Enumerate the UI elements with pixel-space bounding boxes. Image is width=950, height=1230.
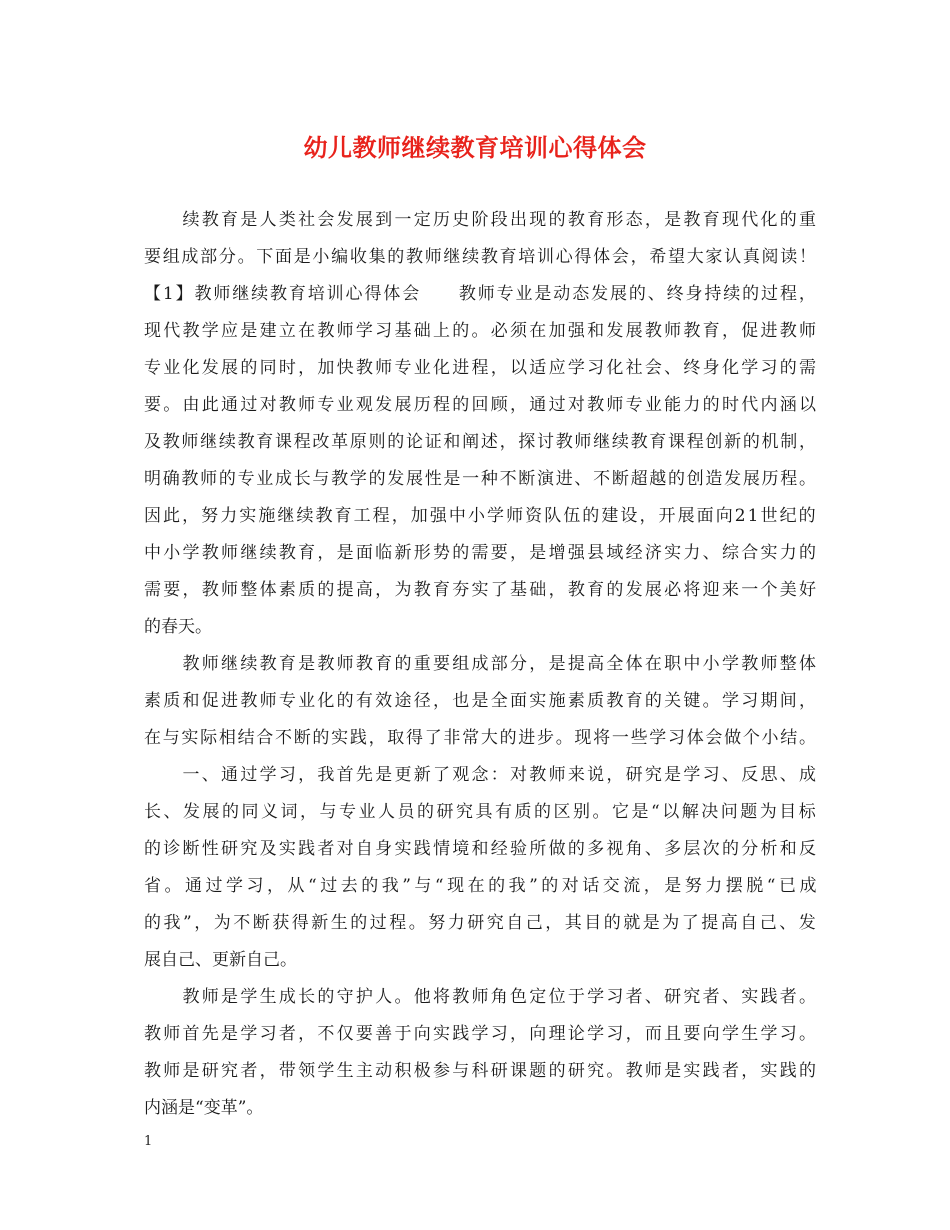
text-line: 明确教师的专业成长与教学的发展性是一种不断演进、不断超越的创造发展历程。: [144, 469, 818, 489]
text-line: 的我”，为不断获得新生的过程。努力研究自己，其目的就是为了提高自己、发: [144, 913, 819, 933]
text-line: 教师是研究者，带领学生主动积极参与科研课题的研究。教师是实践者，实践的: [144, 1061, 819, 1081]
page-number: 1: [144, 1134, 153, 1149]
text-line: 【1】教师继续教育培训心得体会 教师专业是动态发展的、终身持续的过程，: [144, 284, 818, 304]
text-line: 教师继续教育是教师教育的重要组成部分，是提高全体在职中小学教师整体: [144, 654, 819, 674]
text-line: 教师首先是学习者，不仅要善于向实践学习，向理论学习，而且要向学生学习。: [144, 1024, 819, 1044]
text-line: 一、通过学习，我首先是更新了观念：对教师来说，研究是学习、反思、成: [144, 765, 819, 785]
text-line: 的春天。: [144, 617, 212, 637]
text-line: 省。通过学习，从“过去的我”与“现在的我”的对话交流，是努力摆脱“已成: [144, 876, 820, 896]
text-line: 素质和促进教师专业化的有效途径，也是全面实施素质教育的关键。学习期间，: [144, 691, 819, 711]
document-body: [144, 202, 820, 1127]
text-line: 要。由此通过对教师专业观发展历程的回顾，通过对教师专业能力的时代内涵以: [144, 395, 819, 415]
text-line: 教师是学生成长的守护人。他将教师角色定位于学习者、研究者、实践者。: [144, 987, 819, 1007]
text-line: 长、发展的同义词，与专业人员的研究具有质的区别。它是“以解决问题为目标: [144, 802, 819, 822]
text-line: 现代教学应是建立在教师学习基础上的。必须在加强和发展教师教育，促进教师: [144, 321, 819, 341]
text-line: 在与实际相结合不断的实践，取得了非常大的进步。现将一些学习体会做个小结。: [144, 728, 818, 748]
text-line: 的诊断性研究及实践者对自身实践情境和经验所做的多视角、多层次的分析和反: [144, 839, 819, 859]
text-line: 中小学教师继续教育，是面临新形势的需要，是增强县域经济实力、综合实力的: [144, 543, 819, 563]
text-line: 需要，教师整体素质的提高，为教育夯实了基础，教育的发展必将迎来一个美好: [144, 580, 819, 600]
text-line: 因此，努力实施继续教育工程，加强中小学师资队伍的建设，开展面向21世纪的: [144, 506, 818, 526]
text-line: 要组成部分。下面是小编收集的教师继续教育培训心得体会，希望大家认真阅读！: [144, 247, 818, 267]
text-line: 续教育是人类社会发展到一定历史阶段出现的教育形态，是教育现代化的重: [144, 210, 819, 230]
document-title: 幼儿教师继续教育培训心得体会: [303, 133, 647, 162]
text-line: 及教师继续教育课程改革原则的论证和阐述，探讨教师继续教育课程创新的机制，: [144, 432, 818, 452]
text-line: 专业化发展的同时，加快教师专业化进程，以适应学习化社会、终身化学习的需: [144, 358, 819, 378]
text-line: 内涵是“变革”。: [144, 1098, 264, 1118]
text-line: 展自己、更新自己。: [144, 950, 297, 970]
